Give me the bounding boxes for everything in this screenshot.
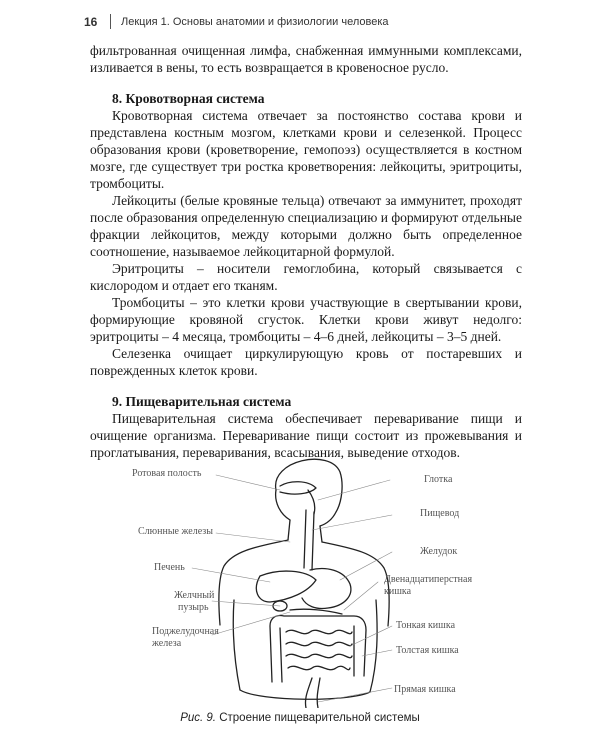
rectum bbox=[305, 678, 320, 708]
section-8-heading: 8. Кровотворная система bbox=[112, 91, 265, 106]
section-9-paragraph-1: Пищеварительная система обеспечивает переваривание пищи и очищение организма. Переваривание пищи состоит из прожевывания и проглатывания, переваривания, всасывания, выведение отходов. bbox=[90, 411, 522, 460]
label-gallbladder-line1: Желчный bbox=[174, 590, 215, 601]
label-gallbladder-line2: пузырь bbox=[178, 602, 209, 613]
pancreas bbox=[290, 609, 342, 614]
liver bbox=[256, 571, 316, 602]
label-salivary-glands: Слюнные железы bbox=[138, 526, 213, 537]
label-pancreas-line1: Поджелудочная bbox=[152, 626, 219, 637]
label-large-intestine: Толстая кишка bbox=[396, 645, 459, 656]
digestive-system-figure bbox=[130, 450, 500, 708]
stomach bbox=[302, 569, 351, 609]
body-text bbox=[90, 42, 522, 461]
section-8-paragraph-3: Эритроциты – носители гемоглобина, который связывается с кислородом и отдает его тканям. bbox=[90, 261, 522, 293]
label-duodenum-line1: Двенадцатиперстная bbox=[384, 574, 473, 585]
label-small-intestine: Тонкая кишка bbox=[396, 620, 456, 631]
intro-paragraph: фильтрованная очищенная лимфа, снабженная иммунными комплексами, изливается в вены, то есть возвращается в кровеносное русло. bbox=[90, 43, 522, 75]
small-intestine bbox=[286, 630, 352, 669]
page-header bbox=[84, 14, 524, 32]
pharynx bbox=[308, 490, 315, 514]
figure-caption bbox=[0, 712, 600, 724]
label-pancreas-line2: железа bbox=[152, 638, 182, 649]
large-intestine bbox=[270, 615, 366, 682]
section-9-heading: 9. Пищеварительная система bbox=[112, 394, 292, 409]
label-rectum: Прямая кишка bbox=[394, 684, 456, 695]
section-8-paragraph-5: Селезенка очищает циркулирующую кровь от постаревших и поврежденных клеток крови. bbox=[90, 346, 522, 378]
label-liver: Печень bbox=[154, 562, 185, 573]
label-pharynx: Глотка bbox=[424, 474, 453, 485]
figure-caption-number: Рис. 9. bbox=[180, 712, 217, 724]
section-8-paragraph-4: Тромбоциты – это клетки крови участвующие в свертывании крови, формирующие кровяной сгусток. Клетки крови живут недолго: эритроциты – 4 месяца, тромбоциты – 4–6 дней, лейкоциты – 3–5 дней. bbox=[90, 295, 522, 344]
header-divider bbox=[110, 14, 111, 29]
esophagus bbox=[304, 510, 314, 570]
page-number: 16 bbox=[84, 15, 98, 29]
figure-caption-text: Строение пищеварительной системы bbox=[219, 712, 420, 724]
section-8-paragraph-2: Лейкоциты (белые кровяные тельца) отвечают за иммунитет, проходят после образования определенную специализацию и формируют отдельные фракции лейкоцитов, между которыми должно быть определенное соотношение, называемое лейкоцитарной формулой. bbox=[90, 193, 522, 259]
running-title: Лекция 1. Основы анатомии и физиологии человека bbox=[121, 16, 389, 28]
label-mouth: Ротовая полость bbox=[132, 468, 202, 479]
label-esophagus: Пищевод bbox=[420, 508, 460, 519]
label-stomach: Желудок bbox=[420, 546, 458, 557]
label-duodenum-line2: кишка bbox=[384, 586, 412, 597]
mouth-cavity bbox=[280, 482, 316, 494]
section-8-paragraph-1: Кровотворная система отвечает за постоянство состава крови и представлена костным мозгом, клетками крови и селезенкой. Процесс образования крови (кроветворение, гемопоэз) осуществляется в костном мозге, где существует три ростка кроветворения: лейкоциты, эритроциты, тромбоциты. bbox=[90, 108, 522, 191]
